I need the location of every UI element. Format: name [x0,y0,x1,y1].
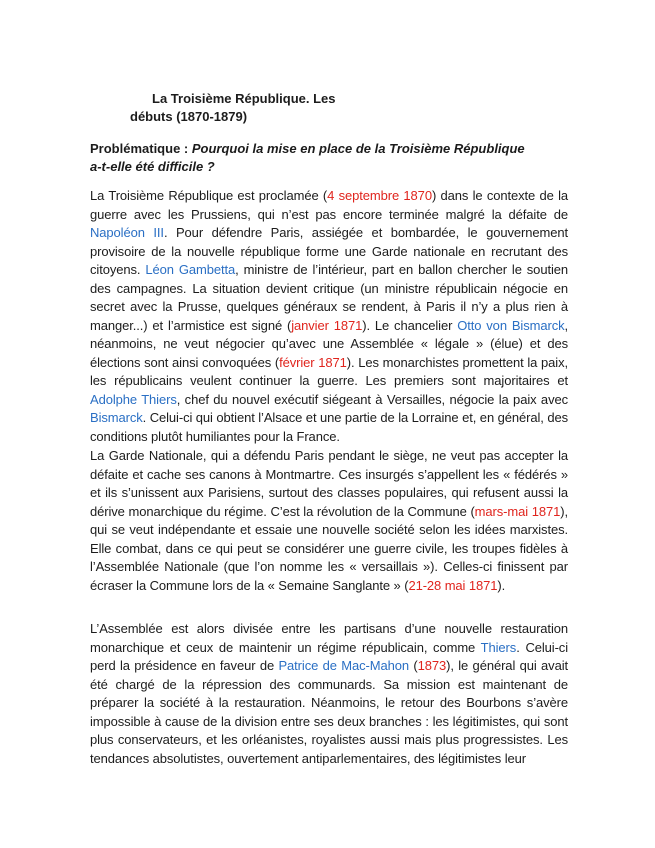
paragraph-assemblee [90,620,568,768]
name-link[interactable]: Patrice de Mac-Mahon [278,658,409,673]
name-link[interactable]: Bismarck [90,410,143,425]
date-highlight: février 1871 [279,354,347,370]
paragraph-commune [90,447,568,595]
problematique [90,140,560,176]
title-line-1: La Troisième République. Les [152,91,336,106]
problematique-question-line-1: Pourquoi la mise en place de la Troisième République [191,141,525,156]
paragraph-text: . Celui-ci qui obtient l’Alsace et une partie de la Lorraine et, en général, des conditions plutôt humiliantes pour la France. [90,410,568,444]
problematique-question-line-2: a-t-elle été difficile ? [90,159,215,174]
paragraph-text: ). Le chancelier [362,317,458,333]
paragraph-text: , chef du nouvel exécutif siégeant à Versailles, négocie la paix avec [176,391,568,407]
paragraph-text: ), le général qui avait été chargé de la répression des communards. Sa mission est maintenant de préparer la société à la restauration. Néanmoins, le retour des Bourbons s’avère impossible à cause de la division entre ses deux branches : les légitimistes, qui sont plus conservateurs, et les orléanistes, royalistes aussi mais plus progressistes. Les tendances absolutistes, ouvertement antiparlementaires, des légitimistes leur [90,658,568,766]
paragraph-text: ( [409,658,418,673]
document-title [130,90,390,126]
date-highlight: janvier 1871 [291,317,363,333]
name-link[interactable]: Adolphe Thiers [90,391,177,407]
paragraph-text: . Pour défendre Paris, assiégée et bombardée, le gouvernement provisoire de la nouvelle république forme une Garde nationale en recrutant des citoyens. [90,225,569,277]
title-line-2: débuts (1870-1879) [130,109,248,124]
paragraph-text: ), qui se veut indépendante et essaie une nouvelle société selon les idées marxistes. Elle combat, dans ce qui peut se considérer une guerre civile, les troupes fidèles à l’Assemblée Nationale (que l’on nomme les « versaillais »). Celles-ci finissent par écraser la Commune lors de la « Semaine Sanglante » ( [90,503,568,593]
date-highlight: 4 septembre 1870 [327,188,432,203]
date-highlight: 1873 [417,658,447,673]
paragraph-text: , ministre de l’intérieur, part en ballon chercher le soutien des campagnes. La situation devient critique (un ministre républicain négocie en secret avec la Prusse, quelques généraux se rendent, à Paris il n’y a plus rien à manger...) et l’armistice est signé ( [90,262,569,333]
date-highlight: 21-28 mai 1871 [408,577,498,593]
name-link[interactable]: Otto von Bismarck [457,317,565,333]
paragraph-text: La Garde Nationale, qui a défendu Paris pendant le siège, ne veut pas accepter la défaite et cache ses canons à Montmartre. Ces insurgés s’appellent les « fédérés » et ils s’unissent aux Parisiens, surtout des classes populaires, qui refusent aussi la dérive monarchique du régime. C’est la révolution de la Commune ( [90,448,568,519]
problematique-label: Problématique : [90,141,192,156]
paragraph-text: , néanmoins, ne veut négocier qu’avec une Assemblée « légale » (élue) et des élections sont ainsi convoquées ( [90,317,569,370]
paragraph-text: La Troisième République est proclamée ( [90,188,328,203]
name-link[interactable]: Thiers [480,639,517,655]
name-link[interactable]: Napoléon III [90,225,164,240]
paragraph-text: L’Assemblée est alors divisée entre les partisans d’une nouvelle restauration monarchique et ceux de maintenir un régime républicain, comme [90,621,568,655]
paragraph-text: ). [497,577,506,593]
paragraph-text: ) dans le contexte de la guerre avec les Prussiens, qui n’est pas encore terminée malgré la défaite de [90,188,568,222]
paragraph-text: ). Les monarchistes promettent la paix, les républicains veulent continuer la guerre. Les premiers sont majoritaires et [90,354,569,388]
paragraph-text: . Celui-ci perd la présidence en faveur de [90,639,568,673]
name-link[interactable]: Léon Gambetta [145,262,236,277]
paragraph-armistice [90,187,568,446]
date-highlight: mars-mai 1871 [474,503,561,519]
